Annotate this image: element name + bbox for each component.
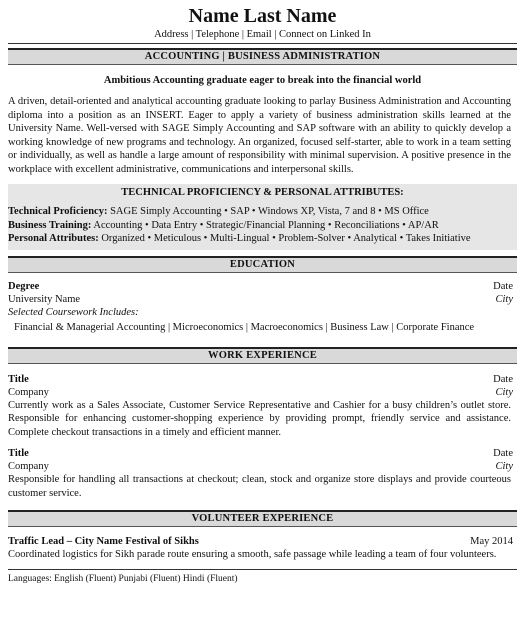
volunteer-role-row bbox=[8, 535, 513, 548]
candidate-name: Name Last Name bbox=[188, 5, 337, 27]
business-label: Business Training: bbox=[8, 219, 92, 231]
job-description: Currently work as a Sales Associate, Customer Service Representative and Cashier for a busy children’s outlet store. Responsible for enhancing customer-shopping experience by providing prompt, friendly service and assistance. Complete checkout transactions in a timely and efficient manner. bbox=[8, 399, 511, 438]
business-row bbox=[8, 219, 517, 233]
education-heading: EDUCATION bbox=[8, 256, 517, 273]
languages-line: Languages: English (Fluent) Punjabi (Fluent) Hindi (Fluent) bbox=[8, 573, 238, 584]
title-band: ACCOUNTING | BUSINESS ADMINISTRATION bbox=[8, 48, 517, 65]
volunteer-role: Traffic Lead – City Name Festival of Sikhs bbox=[8, 536, 199, 547]
job-city: City bbox=[495, 386, 513, 398]
technical-label: Technical Proficiency: bbox=[8, 206, 108, 217]
summary-headline: Ambitious Accounting graduate eager to break into the financial world bbox=[103, 75, 422, 86]
job-company-row bbox=[8, 386, 513, 399]
work-heading: WORK EXPERIENCE bbox=[8, 347, 517, 364]
divider bbox=[8, 569, 517, 570]
attributes-values: Organized • Meticulous • Multi-Lingual • Problem-Solver • Analytical • Takes Initiative bbox=[98, 233, 471, 244]
volunteer-date: May 2014 bbox=[470, 536, 513, 547]
degree-date: Date bbox=[493, 280, 513, 292]
school-city: City bbox=[495, 293, 513, 305]
technical-row bbox=[8, 205, 517, 219]
job-title: Title bbox=[8, 373, 29, 385]
school-name: University Name bbox=[8, 293, 81, 305]
volunteer-description: Coordinated logistics for Sikh parade route ensuring a smooth, safe passage while leading a team of four volunteers. bbox=[8, 549, 497, 560]
coursework-label-row bbox=[8, 306, 513, 319]
technical-values: SAGE Simply Accounting • SAP • Windows XP, Vista, 7 and 8 • MS Office bbox=[107, 206, 429, 217]
technical-section bbox=[8, 184, 517, 250]
business-values: Accounting • Data Entry • Strategic/Financial Planning • Reconciliations • AP/AR bbox=[91, 219, 439, 231]
contact-line: Address | Telephone | Email | Connect on Linked In bbox=[154, 29, 371, 40]
job-date: Date bbox=[493, 373, 513, 385]
job-company-row bbox=[8, 460, 513, 473]
school-row bbox=[8, 293, 513, 306]
degree-row bbox=[8, 280, 513, 293]
degree-name: Degree bbox=[8, 280, 40, 292]
volunteer-heading: VOLUNTEER EXPERIENCE bbox=[8, 510, 517, 527]
technical-title: TECHNICAL PROFICIENCY & PERSONAL ATTRIBUTES: bbox=[121, 187, 404, 198]
job-title: Title bbox=[8, 448, 29, 459]
attributes-label: Personal Attributes: bbox=[8, 233, 99, 244]
coursework-label: Selected Coursework Includes: bbox=[8, 306, 139, 318]
job-company: Company bbox=[8, 386, 49, 398]
divider bbox=[8, 43, 517, 44]
job-date: Date bbox=[493, 448, 513, 459]
attributes-row bbox=[8, 232, 517, 246]
job-title-row bbox=[8, 373, 513, 386]
job-title-row bbox=[8, 447, 513, 460]
job-description: Responsible for handling all transactions at checkout; clean, stock and organize store displays and provide courteous customer service. bbox=[8, 474, 511, 499]
job-company: Company bbox=[8, 461, 49, 472]
job-city: City bbox=[495, 461, 513, 472]
coursework-list: Financial & Managerial Accounting | Microeconomics | Macroeconomics | Business Law | Corporate Finance bbox=[14, 321, 475, 333]
summary-paragraph: A driven, detail-oriented and analytical accounting graduate looking to parlay Business Administration and Accounting diploma into a position as an INSERT. Eager to apply a variety of business administration skills learned at the University Name. Well-versed with SAGE Simply Accounting and SAP software with an ability to quickly develop a working knowledge of new programs and technology. An organized, focused self-starter, able to work in a team setting or individually, as well as handle a large amount of responsibility with minimal supervision. A positive presence in the workplace with excellent administrative, communications and interpersonal skills. bbox=[8, 96, 511, 175]
